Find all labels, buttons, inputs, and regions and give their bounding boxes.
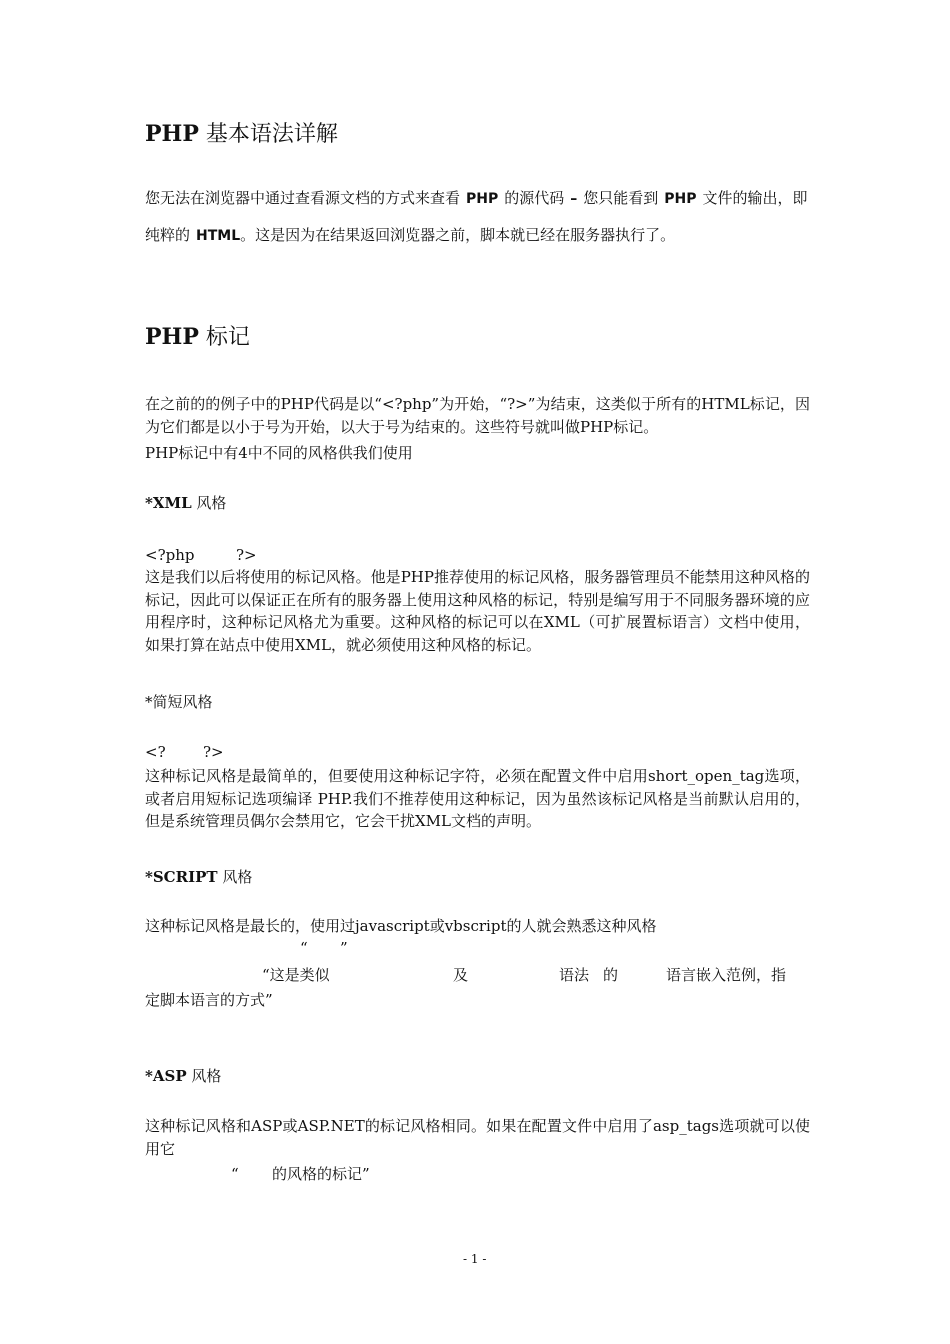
asp-heading-zh: 风格 xyxy=(191,1067,222,1085)
script-style-description: 这种标记风格是最长的，使用过javascript或vbscript的人就会熟悉这种风格 xyxy=(145,917,657,935)
script-heading-zh: 风格 xyxy=(222,868,253,886)
intro-dash: – xyxy=(570,191,578,207)
page-number: - 1 - xyxy=(463,1252,487,1266)
script-example-part-b: 及 xyxy=(453,966,469,984)
xml-close-tag: ?> xyxy=(236,546,257,564)
short-style-description: 这种标记风格是最简单的，但要使用这种标记字符，必须在配置文件中启用short_open_tag选项，或者启用短标记选项编译 PHP.我们不推荐使用这种标记，因为虽然该标记风格是当前默认启用的，但是系统管理员偶尔会禁用它，它会干扰XML文档的声明。 xyxy=(145,767,810,830)
xml-heading-en: *XML xyxy=(145,494,192,512)
intro-text-5: 。这是因为在结果返回浏览器之前，脚本就已经在服务器执行了。 xyxy=(240,226,676,244)
short-style-heading: *简短风格 xyxy=(145,693,213,711)
asp-quote-open: “ xyxy=(231,1165,239,1183)
tags-heading-zh: 标记 xyxy=(205,325,250,350)
xml-open-tag: <?php xyxy=(145,546,195,564)
intro-php-2: PHP xyxy=(664,191,697,207)
intro-html: HTML xyxy=(196,228,241,244)
asp-example-text: 的风格的标记” xyxy=(272,1165,370,1183)
script-example-part-c: 语法 xyxy=(559,966,590,984)
intro-text-4: 文件的输出，即纯粹的 xyxy=(145,189,808,244)
xml-heading-zh: 风格 xyxy=(196,494,227,512)
title-en: PHP xyxy=(145,121,199,147)
script-example-part-f: 定脚本语言的方式” xyxy=(145,991,273,1009)
intro-php-1: PHP xyxy=(466,191,499,207)
short-close-tag: ?> xyxy=(203,743,224,761)
intro-text-2: 的源代码 xyxy=(504,189,565,207)
short-open-tag: <? xyxy=(145,743,166,761)
intro-text-3: 您只能看到 xyxy=(583,189,659,207)
script-example-part-e: 语言嵌入范例，指 xyxy=(666,966,787,984)
intro-paragraph xyxy=(145,180,810,254)
page-title xyxy=(145,121,338,148)
tags-heading-en: PHP xyxy=(145,324,199,350)
intro-text-1: 您无法在浏览器中通过查看源文档的方式来查看 xyxy=(145,189,461,207)
xml-style-heading xyxy=(145,493,226,513)
title-zh: 基本语法详解 xyxy=(205,122,338,147)
script-quote-open: “ xyxy=(300,939,308,957)
asp-heading-en: *ASP xyxy=(145,1067,187,1085)
script-example-part-a: “这是类似 xyxy=(262,966,330,984)
script-example-part-d: 的 xyxy=(603,966,619,984)
section-heading-php-tags xyxy=(145,324,250,351)
script-quote-close: ” xyxy=(340,939,348,957)
tags-intro-paragraph: 在之前的的例子中的PHP代码是以“<?php”为开始，“?>”为结束，这类似于所有的HTML标记，因为它们都是以小于号为开始，以大于号为结束的。这些符号就叫做PHP标记。 xyxy=(145,395,810,436)
asp-style-heading xyxy=(145,1066,221,1086)
asp-style-description: 这种标记风格和ASP或ASP.NET的标记风格相同。如果在配置文件中启用了asp_tags选项就可以使用它 xyxy=(145,1117,810,1158)
xml-style-description: 这是我们以后将使用的标记风格。他是PHP推荐使用的标记风格，服务器管理员不能禁用这种风格的标记，因此可以保证正在所有的服务器上使用这种风格的标记，特别是编写用于不同服务器环境的应用程序时，这种标记风格尤为重要。这种风格的标记可以在XML（可扩展置标语言）文档中使用，如果打算在站点中使用XML，就必须使用这种风格的标记。 xyxy=(145,568,810,654)
tags-intro-styles-line: PHP标记中有4中不同的风格供我们使用 xyxy=(145,444,413,462)
script-heading-en: *SCRIPT xyxy=(145,868,218,886)
script-style-heading xyxy=(145,867,252,887)
